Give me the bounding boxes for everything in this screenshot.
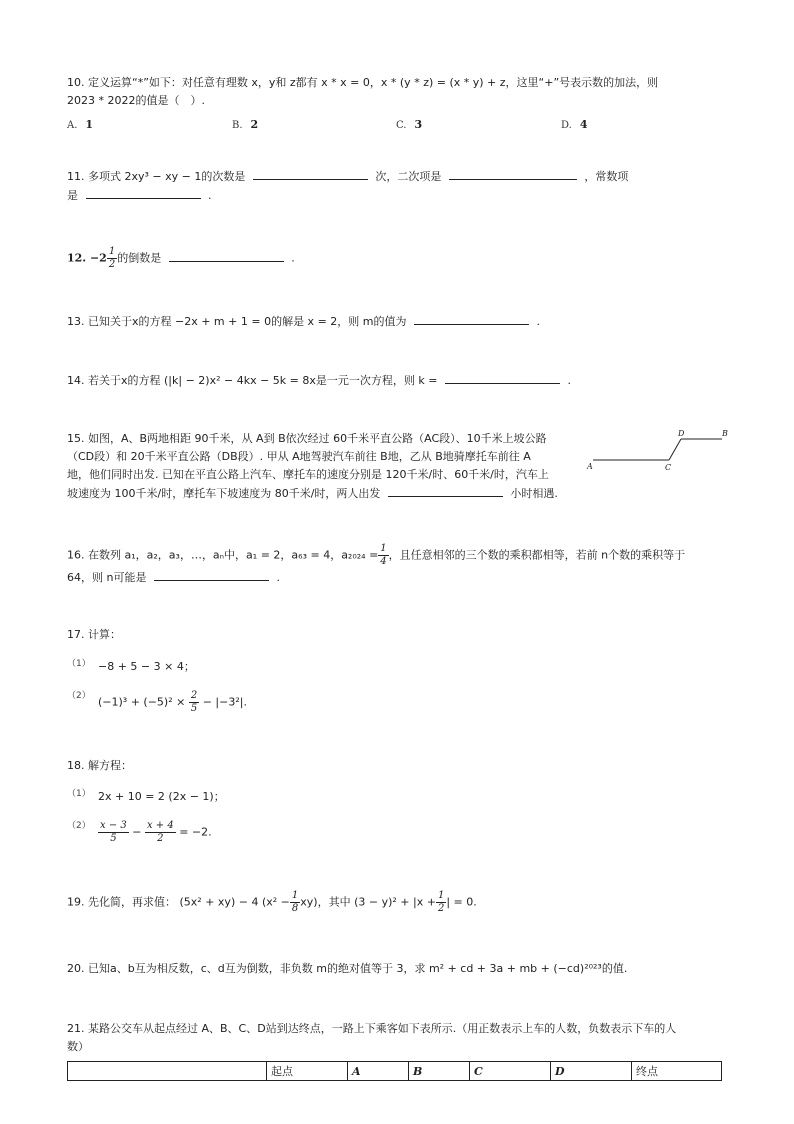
table-header-cell: 终点 (632, 1062, 722, 1081)
q16-text-b: ，且任意相邻的三个数的乘积都相等，若前 n个数的乘积等于 (388, 548, 686, 562)
q11-text-e: . (208, 189, 212, 202)
q18-title: 18. 解方程： (67, 759, 132, 772)
q21-line1: 21. 某路公交车从起点经过 A、B、C、D站到达终点，一路上下乘客如下表所示.（用正数表示上车的人数，负数表示下车的人 (67, 1022, 677, 1035)
table-header-cell: 起点 (267, 1062, 348, 1081)
q18-part1-number: （1） (67, 789, 91, 799)
q14-blank[interactable] (445, 371, 560, 384)
q18-fraction-2: $\frac{x + 4}{2}$ (146, 820, 174, 844)
question-12 (67, 246, 724, 271)
q15-line4b: 小时相遇. (510, 487, 558, 500)
table-header-row (68, 1062, 722, 1081)
q14-text-a: 14. 若关于x的方程 (|k| − 2)x² − 4kx − 5k = 8x是一元一次方程，则 k = (67, 374, 438, 387)
q18-part2-number: （2） (67, 821, 91, 831)
q11-blank-2[interactable] (449, 167, 577, 180)
q10-option-c: C. 3 (396, 118, 423, 131)
q15-blank[interactable] (388, 484, 503, 497)
question-20: 20. 已知a、b互为相反数，c、d互为倒数，非负数 m的绝对值等于 3，求 m² + cd + 3a + mb + (−cd)²⁰²³的值. (67, 962, 628, 975)
q16-fraction: $\frac{1}{4}$ (380, 543, 387, 567)
q12-text-a: 12. −2 (67, 251, 107, 265)
q18-part2: $\frac{x - 3}{5}$ − $\frac{x + 4}{2}$ = −2. (100, 820, 212, 844)
q16-text-a: 16. 在数列 a₁，a₂，a₃，…，aₙ中，a₁ = 2，a₆₃ = 4，a₂₀₂₄ = (67, 548, 379, 562)
q11-blank-1[interactable] (253, 167, 368, 180)
q18-fraction-1: $\frac{x - 3}{5}$ (100, 820, 127, 844)
q17-part1: −8 + 5 − 3 × 4； (98, 660, 195, 673)
q11-text-c: ，常数项 (584, 170, 629, 183)
q17-part1-number: （1） (67, 659, 91, 669)
q10-line2: 2023 * 2022的值是（ ）. (67, 94, 205, 107)
q16-text-c: 64，则 n可能是 (67, 571, 147, 584)
q13-text-a: 13. 已知关于x的方程 −2x + m + 1 = 0的解是 x = 2，则 m的值为 (67, 315, 407, 328)
q15-line3: 地，他们同时出发. 已知在平直公路上汽车、摩托车的速度分别是 120千米/时、60千米/时，汽车上 (67, 468, 549, 481)
q13-text-b: . (536, 315, 540, 328)
passenger-table (67, 1061, 722, 1081)
q11-text-b: 次，二次项是 (375, 170, 442, 183)
q15-line1: 15. 如图，A、B两地相距 90千米，从 A到 B依次经过 60千米平直公路（AC段）、10千米上坡公路 (67, 432, 547, 445)
q21-line2: 数） (67, 1040, 89, 1053)
q10-line1: 10. 定义运算“*”如下：对任意有理数 x，y和 z都有 x * x = 0，x * (y * z) = (x * y) + z，这里“+”号表示数的加法，则 (67, 76, 659, 89)
point-a-label: A (587, 462, 593, 471)
q12-blank[interactable] (169, 249, 284, 262)
q19-fraction-2: $\frac{1}{2}$ (437, 890, 445, 914)
point-d-label: D (678, 429, 685, 438)
question-10 (67, 74, 724, 110)
q12-fraction: $\frac{1}{2}$ (108, 246, 116, 270)
road-diagram (585, 428, 735, 473)
question-16 (67, 543, 724, 587)
q17-fraction: $\frac{2}{5}$ (190, 690, 198, 714)
question-21 (67, 1020, 724, 1056)
q10-option-a: A. 1 (67, 118, 94, 131)
q11-text-d: 是 (67, 189, 78, 202)
q11-text-a: 11. 多项式 2xy³ − xy − 1的次数是 (67, 170, 246, 183)
q15-line2: （CD段）和 20千米平直公路（DB段）. 甲从 A地驾驶汽车前往 B地，乙从 B地骑摩托车前往 A (67, 450, 531, 463)
q14-text-b: . (567, 374, 571, 387)
q10-option-b: B. 2 (232, 118, 259, 131)
q12-text-c: . (291, 251, 295, 265)
q17-part2-number: （2） (67, 691, 91, 701)
q18-part1: 2x + 10 = 2 (2x − 1)； (98, 790, 225, 803)
q15-line4a: 坡速度为 100千米/时，摩托车下坡速度为 80千米/时，两人出发 (67, 487, 381, 500)
table-header-cell: D (551, 1062, 632, 1081)
question-13 (67, 312, 724, 331)
question-15 (67, 430, 569, 503)
segment-cd (669, 439, 681, 460)
question-14 (67, 371, 724, 390)
q13-blank[interactable] (414, 312, 529, 325)
point-c-label: C (665, 463, 672, 472)
q17-part2: (−1)³ + (−5)² × $\frac{2}{5}$ − |−3²|. (98, 690, 247, 714)
q16-blank[interactable] (154, 568, 269, 581)
q11-blank-3[interactable] (86, 186, 201, 199)
table-header-cell: C (470, 1062, 551, 1081)
point-b-label: B (722, 429, 728, 438)
q17-title: 17. 计算： (67, 628, 121, 641)
table-header-cell: B (409, 1062, 470, 1081)
question-19: 19. 先化简，再求值： (5x² + xy) − 4 (x² − $\frac{1}{8}$ xy)，其中 (3 − y)² + |x + $\frac{1}{2}$ | = 0. (67, 890, 477, 914)
q12-text-b: 的倒数是 (117, 251, 162, 265)
table-header-cell: A (348, 1062, 409, 1081)
q10-option-d: D. 4 (561, 118, 588, 131)
q16-text-d: . (276, 571, 280, 584)
question-11 (67, 167, 724, 205)
table-header-cell (68, 1062, 267, 1081)
q19-fraction-1: $\frac{1}{8}$ (291, 890, 299, 914)
